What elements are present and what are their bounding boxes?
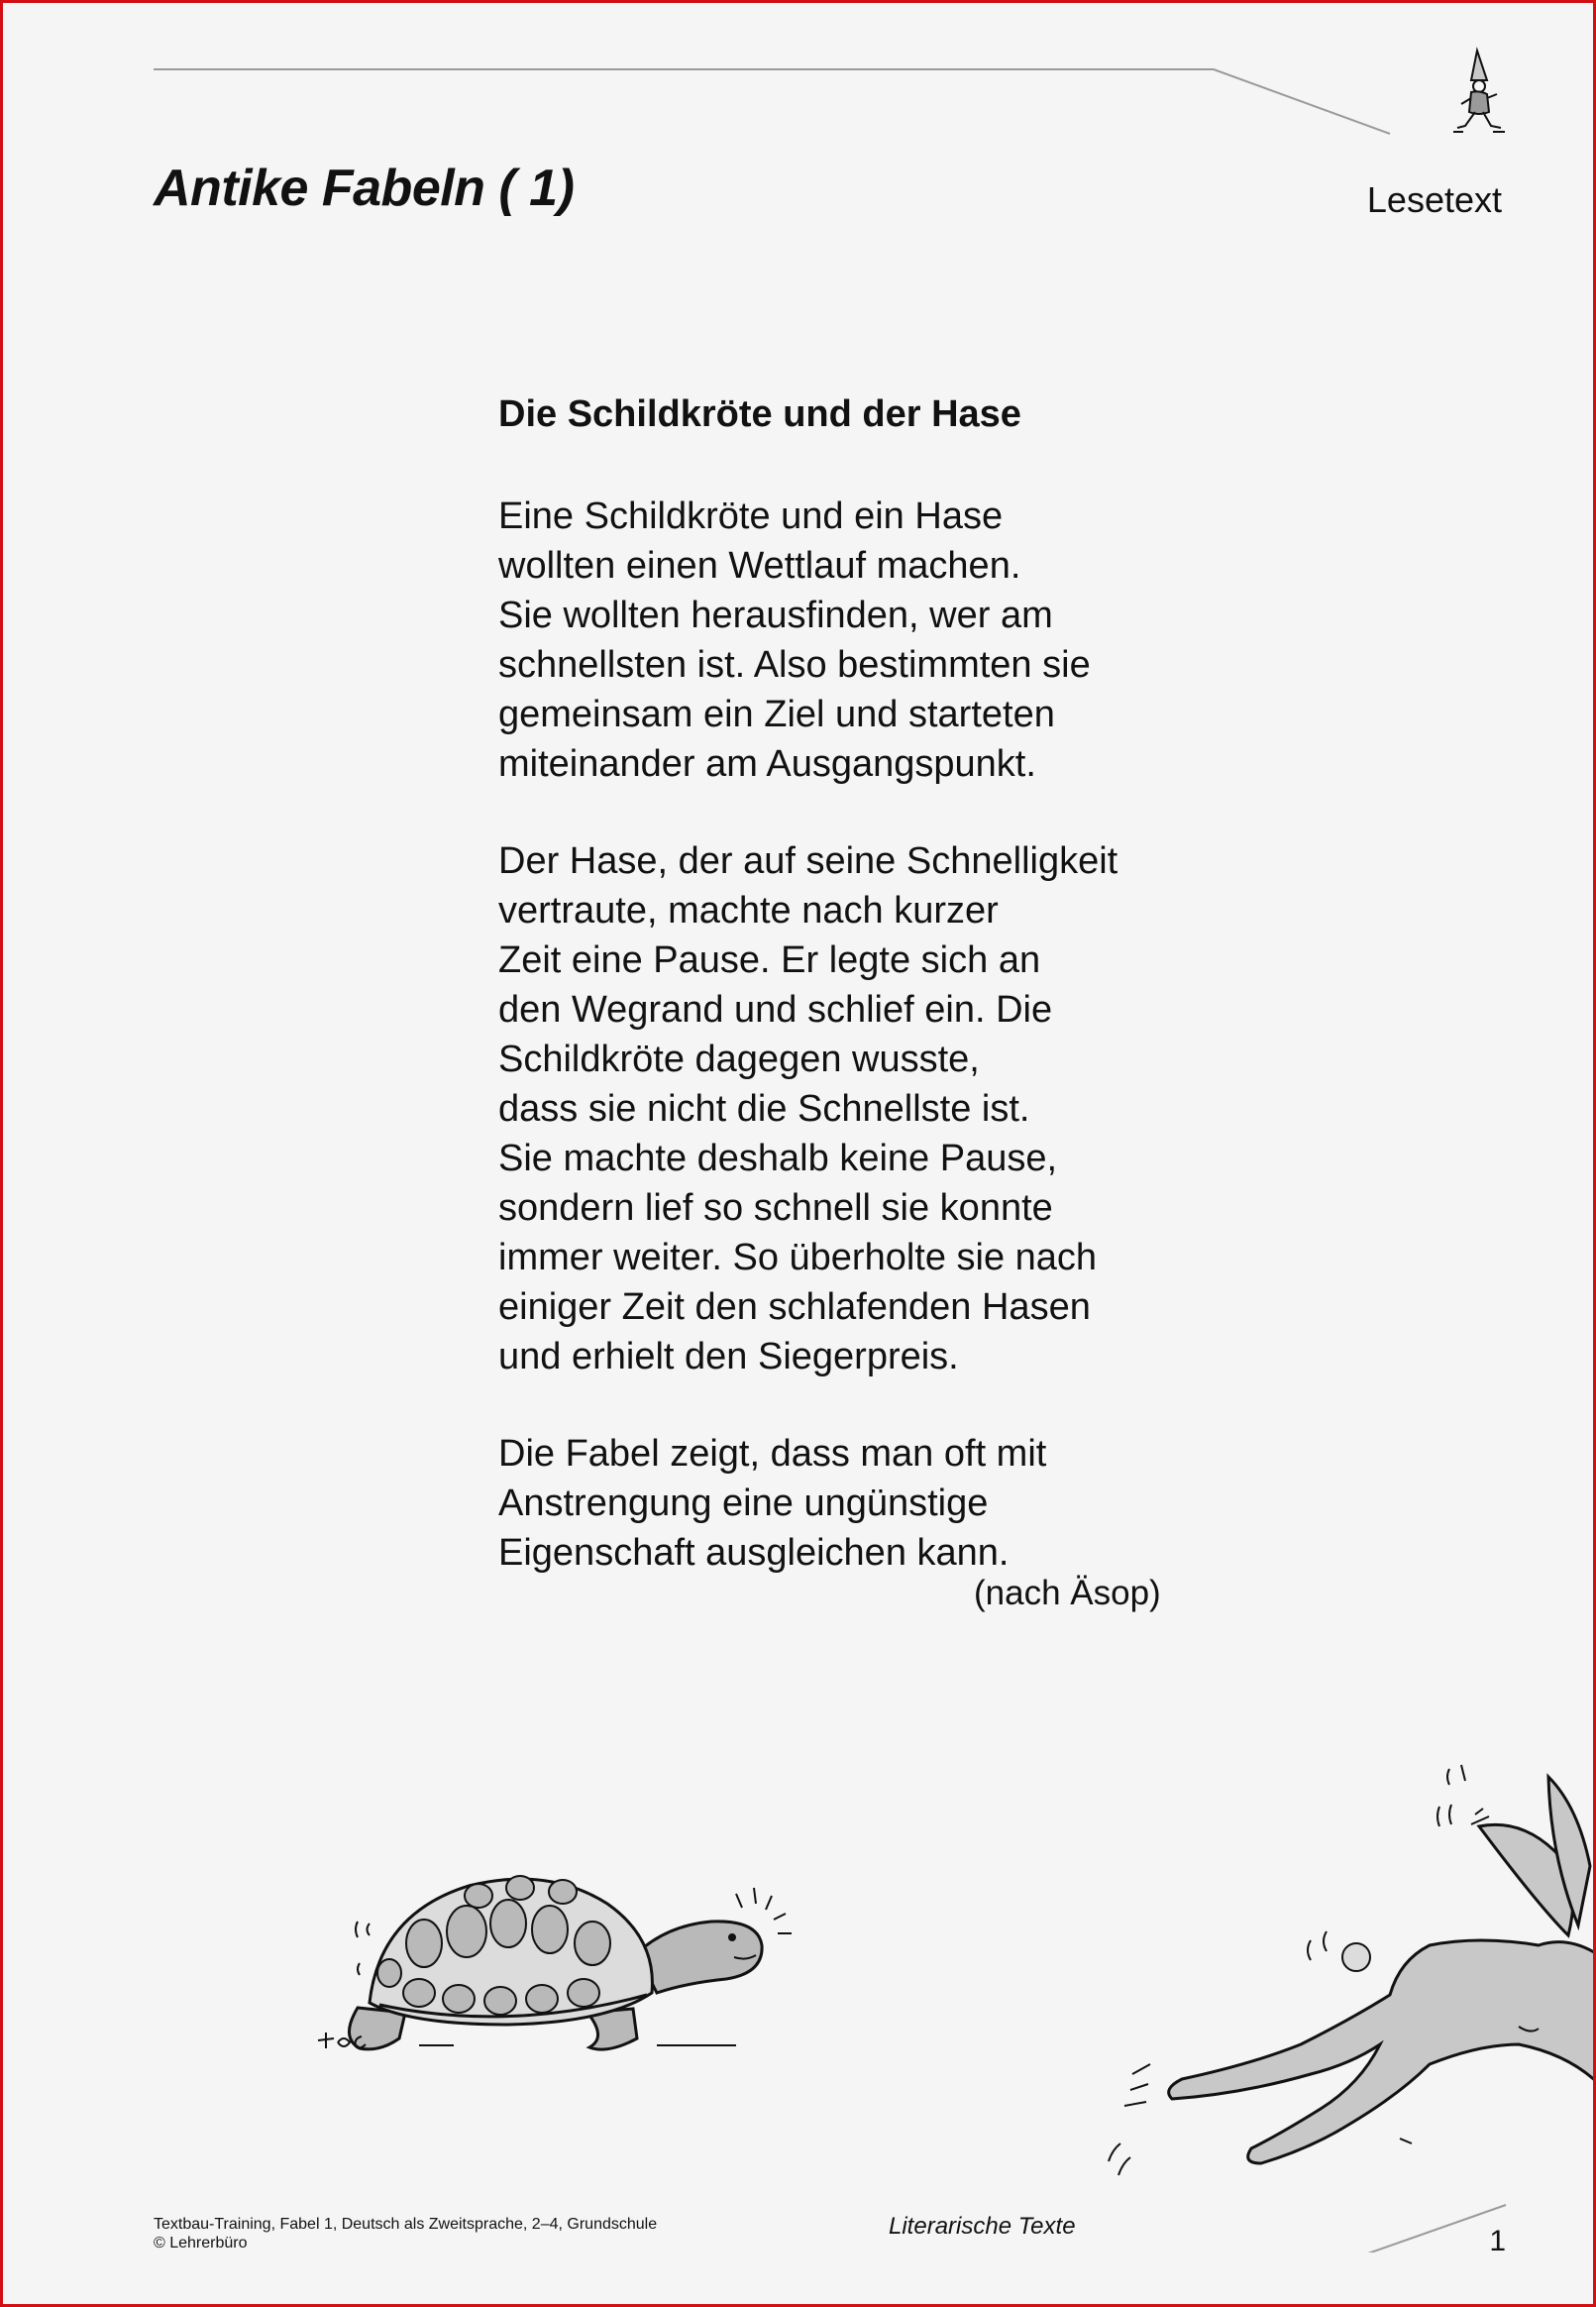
story-line: Schildkröte dagegen wusste, <box>498 1039 980 1080</box>
story-paragraph <box>498 836 1212 1381</box>
header-rule <box>3 3 1596 142</box>
story-body <box>498 492 1212 1578</box>
footer-copyright-line: © Lehrerbüro <box>154 2235 248 2252</box>
story-line: Sie machte deshalb keine Pause, <box>498 1138 1058 1179</box>
document-type-label: Lesetext <box>1366 179 1502 220</box>
story-title: Die Schildkröte und der Hase <box>498 393 1021 435</box>
story-line: sondern lief so schnell sie konnte <box>498 1187 1053 1229</box>
story-line: Zeit eine Pause. Er legte sich an <box>498 939 1041 981</box>
footer-publication-line: Textbau-Training, Fabel 1, Deutsch als Zweitsprache, 2–4, Grundschule <box>154 2216 658 2233</box>
story-line: wollten einen Wettlauf machen. <box>498 545 1021 587</box>
story-line: immer weiter. So überholte sie nach <box>498 1237 1098 1278</box>
story-line: den Wegrand und schlief ein. Die <box>498 989 1053 1031</box>
hare-illustration <box>1103 1747 1596 2183</box>
story-line: schnellsten ist. Also bestimmten sie <box>498 644 1091 686</box>
story-line: einiger Zeit den schlafenden Hasen <box>498 1286 1091 1328</box>
story-line: Anstrengung eine ungünstige <box>498 1483 989 1524</box>
footer-source-info <box>154 2215 657 2252</box>
story-line: miteinander am Ausgangspunkt. <box>498 743 1036 785</box>
story-line: dass sie nicht die Schnellste ist. <box>498 1088 1030 1130</box>
story-line: gemeinsam ein Ziel und starteten <box>498 694 1055 735</box>
story-line: Eine Schildkröte und ein Hase <box>498 495 1004 537</box>
story-line: und erhielt den Siegerpreis. <box>498 1336 959 1377</box>
story-source: (nach Äsop) <box>974 1574 1161 1612</box>
story-line: Der Hase, der auf seine Schnelligkeit <box>498 840 1118 882</box>
gnome-mascot-icon <box>1449 47 1509 138</box>
story-line: Sie wollten herausfinden, wer am <box>498 595 1053 636</box>
story-line: Eigenschaft ausgleichen kann. <box>498 1532 1010 1574</box>
story-paragraph <box>498 492 1212 789</box>
turtle-illustration <box>310 1834 805 2082</box>
story-line: vertraute, machte nach kurzer <box>498 890 999 932</box>
footer-section-label: Literarische Texte <box>889 2213 1076 2240</box>
story-paragraph <box>498 1429 1212 1578</box>
page-number: 1 <box>1489 2225 1506 2257</box>
page-title: Antike Fabeln ( 1) <box>154 160 575 217</box>
story-line: Die Fabel zeigt, dass man oft mit <box>498 1433 1047 1475</box>
